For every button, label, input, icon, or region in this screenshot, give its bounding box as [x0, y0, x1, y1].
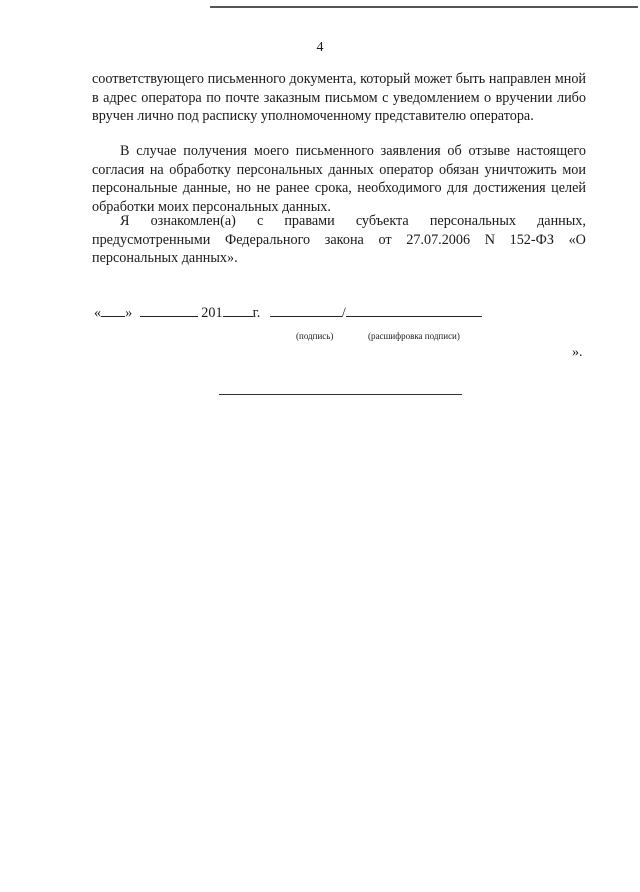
year-prefix: 201: [201, 305, 223, 321]
paragraph-3-line-3: персональных данных».: [92, 250, 238, 266]
closing-quote: ».: [572, 345, 583, 360]
word: ознакомлен(а): [150, 213, 236, 229]
word: закона: [324, 231, 364, 248]
word: субъекта: [355, 213, 409, 229]
word: данных,: [537, 213, 586, 229]
day-blank: [101, 304, 125, 317]
word: N: [484, 231, 495, 248]
month-blank: [140, 304, 198, 317]
paragraph-1: [92, 70, 586, 126]
bottom-rule: [219, 394, 462, 395]
slash: /: [341, 305, 346, 321]
paragraph-2: [92, 142, 586, 216]
signature-line: [94, 304, 514, 322]
page-number: 4: [316, 40, 324, 55]
signature-blank: [270, 304, 342, 317]
word: предусмотренными: [92, 231, 211, 248]
word: с: [256, 213, 264, 229]
paragraph-1-text: соответствующего письменного документа, который может быть направлен мной в адрес оператора по почте заказным письмом с уведомлением о вручении либо вручен лично под расписку уполномоченному представителю оператора.: [92, 71, 586, 124]
year-suffix: г.: [252, 305, 261, 321]
paragraph-3-line-1: [92, 212, 586, 231]
paragraph-3-line-2: [92, 231, 586, 250]
paragraph-3: [92, 212, 586, 268]
decode-blank: [346, 304, 482, 317]
word: 152-ФЗ: [509, 231, 554, 248]
paragraph-2-text: В случае получения моего письменного заявления об отзыве настоящего согласия на обработку персональных данных оператор обязан уничтожить мои персональные данные, но не ранее срока, необходимого для достижения целей обработки моих персональных данных.: [92, 143, 586, 215]
year-blank: [223, 304, 253, 317]
top-scan-line: [210, 6, 638, 8]
caption-decode: (расшифровка подписи): [368, 331, 460, 341]
word: 27.07.2006: [406, 231, 471, 248]
word: от: [378, 231, 392, 248]
word: правами: [284, 213, 335, 229]
word: «О: [568, 231, 586, 248]
day-close-quote: »: [125, 305, 133, 321]
word: Федерального: [224, 231, 311, 248]
word: Я: [120, 213, 130, 229]
caption-signature: (подпись): [296, 331, 334, 341]
open-quote: «: [94, 305, 102, 321]
word: персональных: [429, 213, 516, 229]
